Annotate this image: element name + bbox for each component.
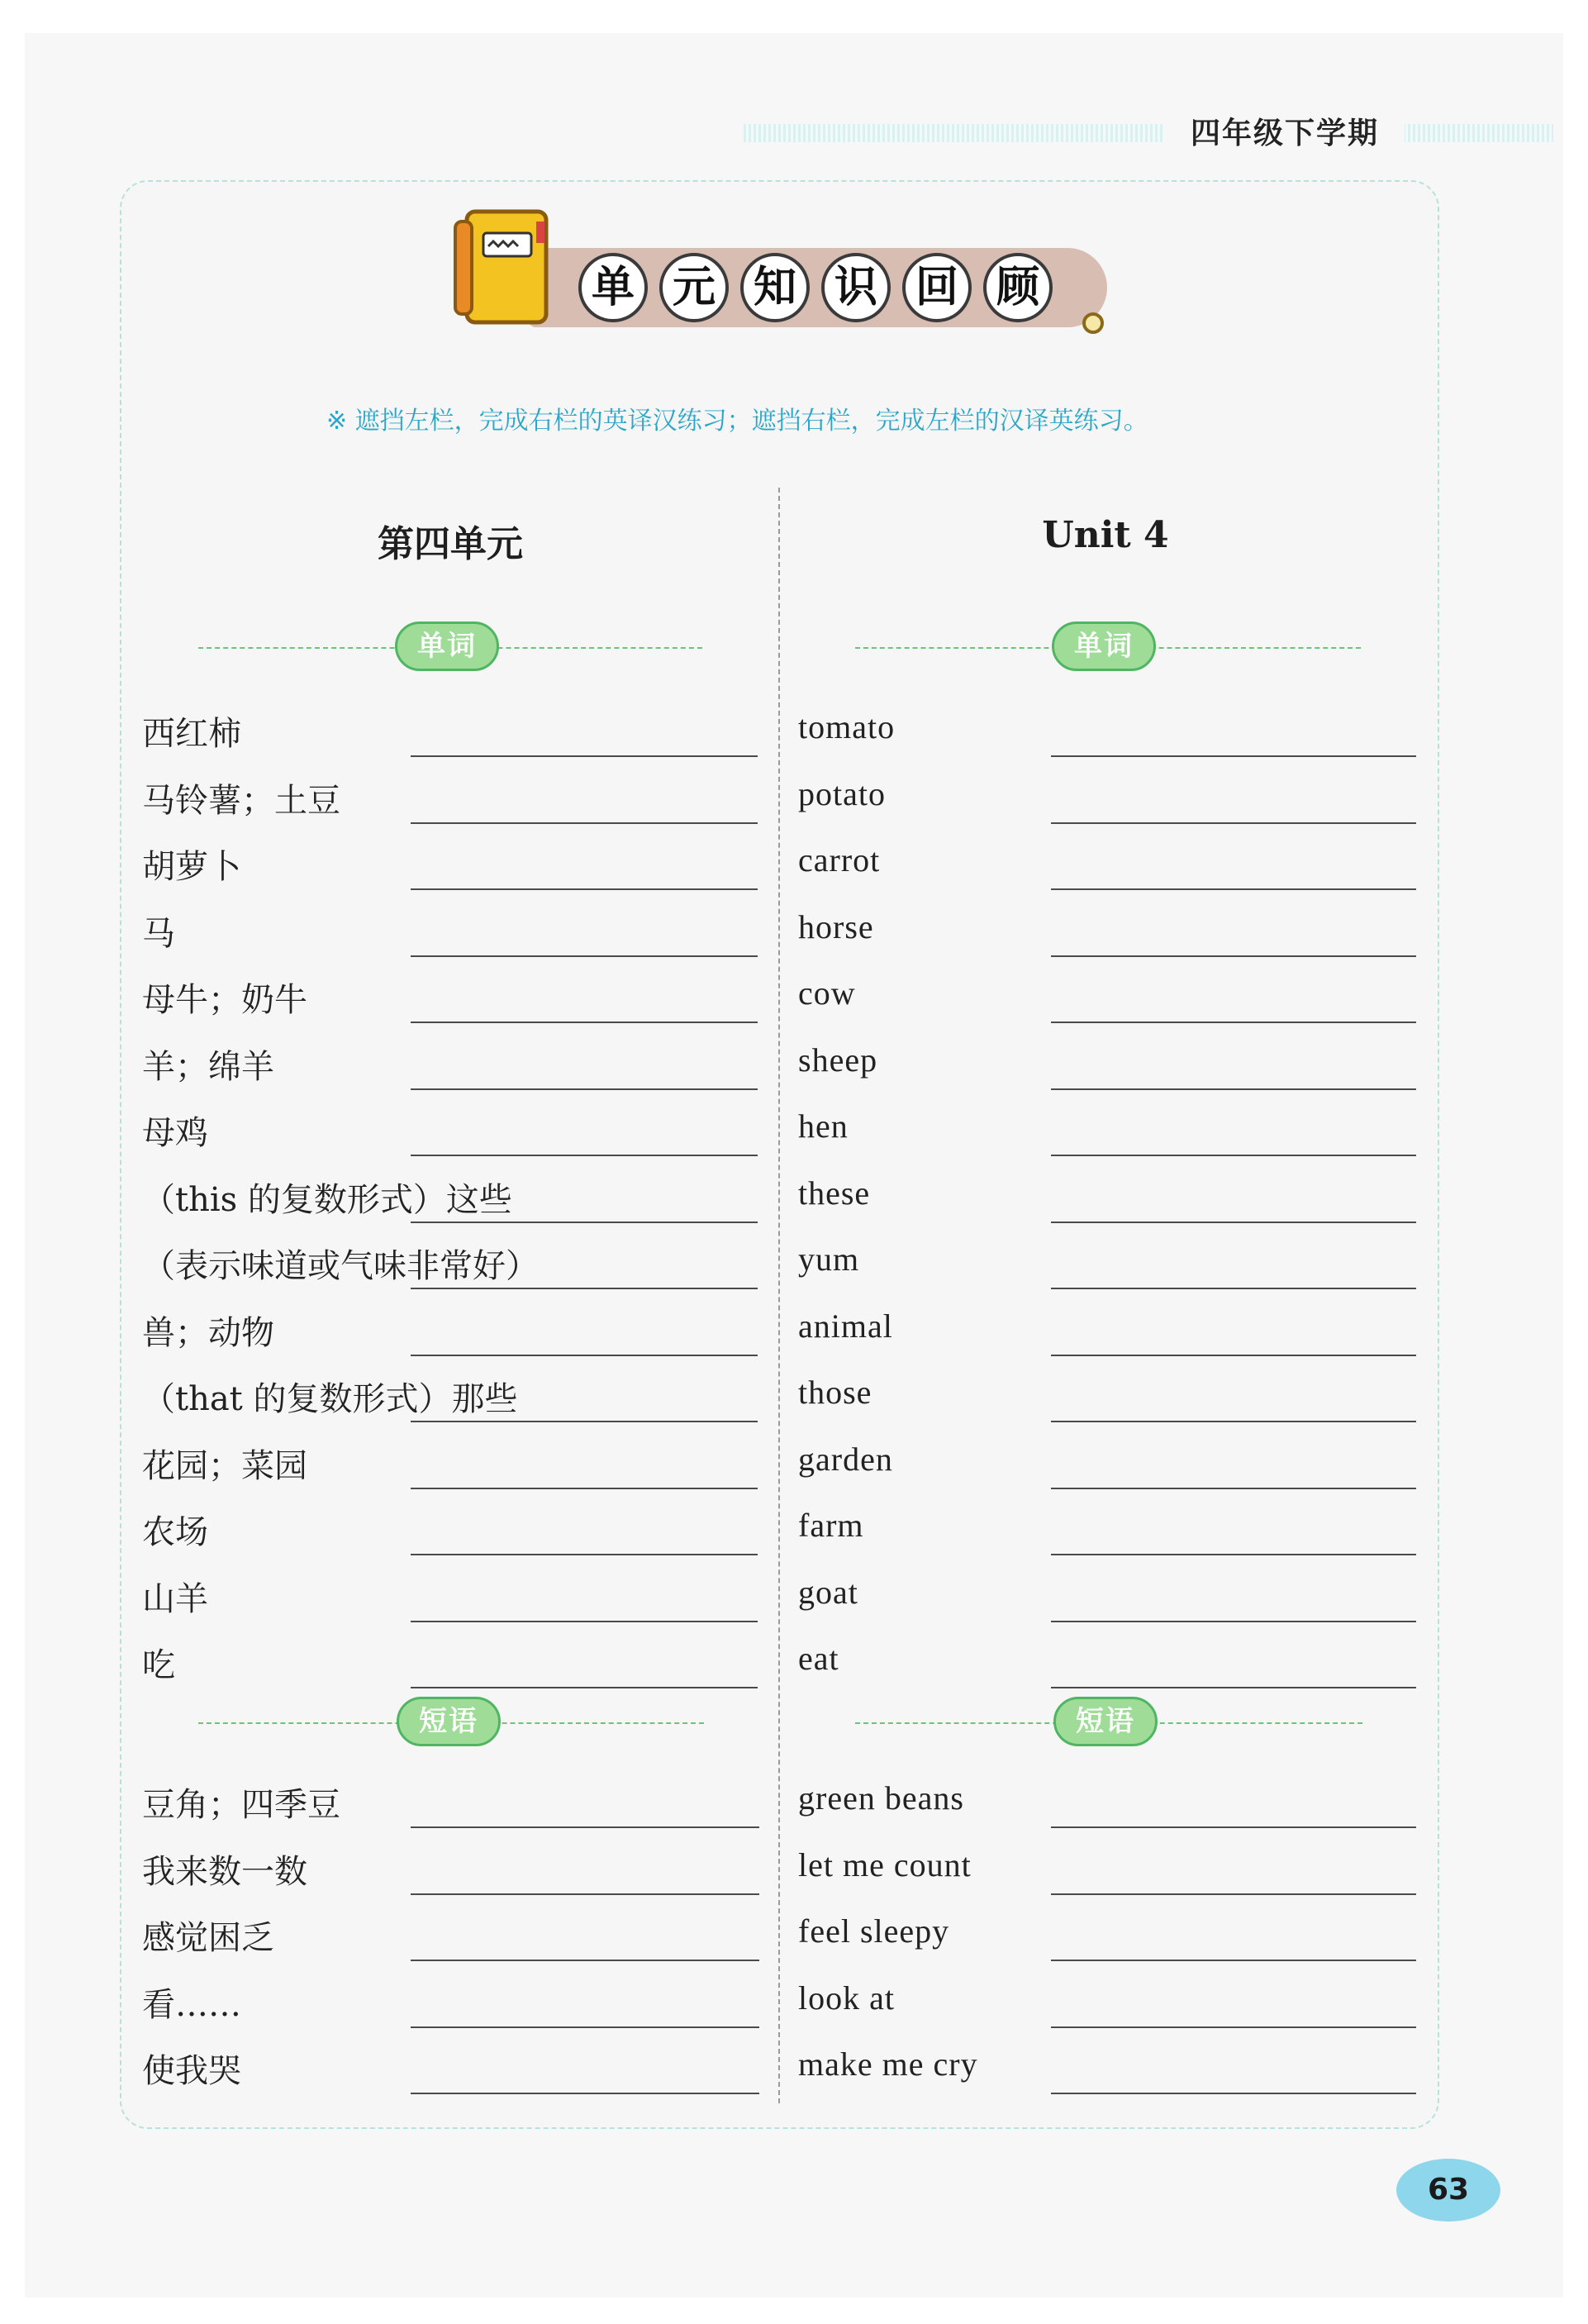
- left-word-answer-line[interactable]: [411, 1288, 758, 1289]
- left-phrase-answer-line[interactable]: [411, 1960, 759, 1961]
- left-phrase-answer-line[interactable]: [411, 1826, 759, 1828]
- right-word-answer-line[interactable]: [1051, 1621, 1416, 1622]
- right-word-text: those: [798, 1374, 872, 1411]
- right-phrase-answer-line[interactable]: [1051, 1826, 1416, 1828]
- left-word-text: （表示味道或气味非常好）: [142, 1247, 539, 1285]
- right-word-text: carrot: [798, 841, 881, 879]
- left-word-text: 花园；菜园: [142, 1446, 307, 1485]
- left-word-answer-line[interactable]: [411, 755, 758, 757]
- left-word-answer-line[interactable]: [411, 1022, 758, 1023]
- left-words-section-label: 单词: [395, 621, 499, 671]
- right-word-answer-line[interactable]: [1051, 1222, 1416, 1223]
- left-word-answer-line[interactable]: [411, 955, 758, 957]
- left-word-answer-line[interactable]: [411, 822, 758, 824]
- left-word-text: 母牛；奶牛: [142, 981, 307, 1019]
- right-word-text: horse: [798, 907, 874, 945]
- left-word-answer-line[interactable]: [411, 1621, 758, 1622]
- right-phrase-answer-line[interactable]: [1051, 1960, 1416, 1961]
- right-word-answer-line[interactable]: [1051, 1488, 1416, 1489]
- left-phrase-text: 我来数一数: [142, 1852, 307, 1891]
- right-phrase-answer-line[interactable]: [1051, 1893, 1416, 1895]
- right-word-text: eat: [798, 1640, 839, 1677]
- right-phrase-answer-line[interactable]: [1051, 2093, 1416, 2094]
- title-char: 识: [821, 253, 891, 322]
- right-phrase-text: green beans: [798, 1779, 964, 1817]
- right-phrase-answer-line[interactable]: [1051, 2026, 1416, 2028]
- right-words-section-label: 单词: [1052, 621, 1156, 671]
- right-word-answer-line[interactable]: [1051, 1554, 1416, 1555]
- left-column-title: 第四单元: [378, 523, 523, 565]
- left-word-answer-line[interactable]: [411, 1554, 758, 1555]
- left-phrase-answer-line[interactable]: [411, 2026, 759, 2028]
- left-word-text: 马: [142, 914, 175, 953]
- right-word-text: these: [798, 1174, 871, 1212]
- right-phrase-text: look at: [798, 1979, 895, 2017]
- right-word-text: tomato: [798, 708, 896, 745]
- right-phrase-text: make me cry: [798, 2045, 978, 2083]
- left-phrase-answer-line[interactable]: [411, 2093, 759, 2094]
- left-word-answer-line[interactable]: [411, 888, 758, 890]
- left-word-answer-line[interactable]: [411, 1421, 758, 1422]
- right-word-answer-line[interactable]: [1051, 1355, 1416, 1356]
- left-word-answer-line[interactable]: [411, 1222, 758, 1223]
- left-word-text: 马铃薯；土豆: [142, 781, 340, 820]
- left-word-text: 羊；绵羊: [142, 1047, 274, 1086]
- title-char: 单: [578, 253, 648, 322]
- left-word-answer-line[interactable]: [411, 1355, 758, 1356]
- left-phrase-text: 感觉困乏: [142, 1919, 274, 1957]
- left-word-answer-line[interactable]: [411, 1488, 758, 1489]
- right-word-answer-line[interactable]: [1051, 1421, 1416, 1422]
- right-word-text: hen: [798, 1107, 849, 1145]
- left-phrase-text: 看……: [142, 1985, 241, 2024]
- left-word-text: 西红柿: [142, 715, 241, 753]
- header-band: [744, 124, 1553, 142]
- title-char: 顾: [983, 253, 1053, 322]
- column-divider: [778, 488, 780, 2103]
- title-char: 元: [659, 253, 729, 322]
- left-word-answer-line[interactable]: [411, 1088, 758, 1090]
- right-word-answer-line[interactable]: [1051, 955, 1416, 957]
- right-phrase-text: feel sleepy: [798, 1912, 950, 1950]
- left-word-text: 吃: [142, 1646, 175, 1684]
- right-word-answer-line[interactable]: [1051, 1022, 1416, 1023]
- notebook-icon: [450, 205, 558, 329]
- page-number: 63: [1396, 2159, 1500, 2222]
- instruction-text: ※ 遮挡左栏，完成右栏的英译汉练习；遮挡右栏，完成左栏的汉译英练习。: [326, 407, 1148, 436]
- right-word-text: goat: [798, 1573, 858, 1611]
- right-word-answer-line[interactable]: [1051, 1288, 1416, 1289]
- right-word-answer-line[interactable]: [1051, 1687, 1416, 1688]
- left-phrase-text: 使我哭: [142, 2052, 241, 2090]
- left-word-text: 山羊: [142, 1579, 208, 1618]
- right-phrases-section-label: 短语: [1053, 1697, 1158, 1746]
- right-word-text: yum: [798, 1241, 860, 1278]
- right-word-text: potato: [798, 774, 886, 812]
- left-word-answer-line[interactable]: [411, 1155, 758, 1156]
- left-phrases-section-label: 短语: [397, 1697, 501, 1746]
- left-phrase-answer-line[interactable]: [411, 1893, 759, 1895]
- grade-label: 四年级下学期: [1165, 112, 1405, 155]
- left-word-text: 兽；动物: [142, 1313, 274, 1352]
- left-word-answer-line[interactable]: [411, 1687, 758, 1688]
- left-word-text: 母鸡: [142, 1114, 208, 1152]
- right-word-text: cow: [798, 974, 856, 1012]
- right-word-answer-line[interactable]: [1051, 888, 1416, 890]
- left-word-text: （that 的复数形式）那些: [142, 1380, 518, 1418]
- right-phrase-text: let me count: [798, 1845, 972, 1883]
- left-word-text: （this 的复数形式）这些: [142, 1180, 512, 1219]
- right-word-text: farm: [798, 1507, 864, 1544]
- right-word-answer-line[interactable]: [1051, 1155, 1416, 1156]
- right-word-answer-line[interactable]: [1051, 1088, 1416, 1090]
- right-word-answer-line[interactable]: [1051, 755, 1416, 757]
- title-char: 回: [902, 253, 972, 322]
- title-characters: [578, 248, 1053, 327]
- right-column-title: Unit 4: [1042, 514, 1169, 556]
- right-word-text: sheep: [798, 1041, 878, 1079]
- title-char: 知: [740, 253, 810, 322]
- right-word-text: garden: [798, 1440, 893, 1478]
- left-word-text: 胡萝卜: [142, 848, 241, 886]
- left-word-text: 农场: [142, 1513, 208, 1551]
- right-word-text: animal: [798, 1307, 893, 1345]
- banner-ring-icon: [1082, 312, 1104, 334]
- left-phrase-text: 豆角；四季豆: [142, 1786, 340, 1824]
- right-word-answer-line[interactable]: [1051, 822, 1416, 824]
